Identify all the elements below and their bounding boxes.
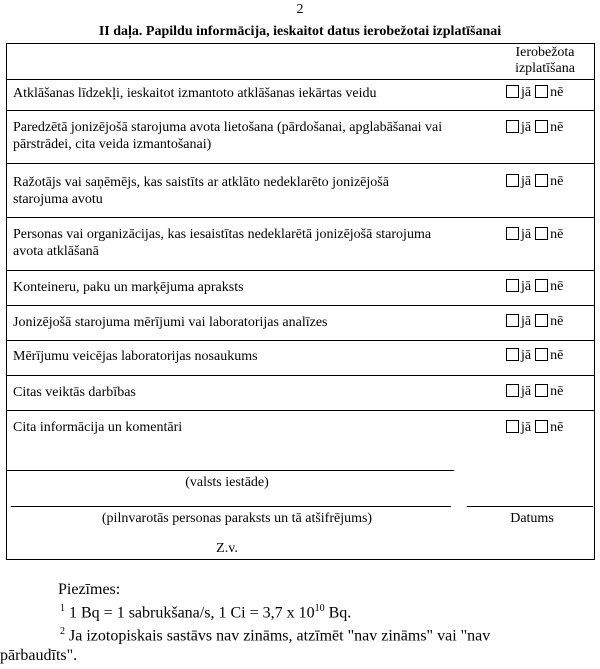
- row-divider: [7, 375, 594, 376]
- footnotes: [0, 580, 588, 665]
- row-label-persons: Personas vai organizācijas, kas iesaistītas nedeklarētā jonizējošā starojuma avota atklāšanā: [13, 227, 432, 259]
- footnote-2-continued: pārbaudīts".: [0, 646, 78, 664]
- row-checkboxes: jā nē: [506, 420, 592, 436]
- info-form-table: [6, 43, 595, 560]
- no-checkbox[interactable]: [535, 227, 548, 240]
- row-checkboxes: jā nē: [506, 227, 592, 243]
- no-checkbox[interactable]: [535, 420, 548, 433]
- yes-checkbox[interactable]: [506, 174, 519, 187]
- date-line: [467, 506, 593, 507]
- yes-checkbox[interactable]: [506, 120, 519, 133]
- yes-checkbox[interactable]: [506, 384, 519, 397]
- yes-checkbox[interactable]: [506, 227, 519, 240]
- no-checkbox[interactable]: [535, 348, 548, 361]
- yes-checkbox[interactable]: [506, 420, 519, 433]
- no-checkbox[interactable]: [535, 279, 548, 292]
- authority-caption: (valsts iestāde): [185, 475, 269, 490]
- no-checkbox[interactable]: [535, 85, 548, 98]
- yes-checkbox[interactable]: [506, 314, 519, 327]
- yes-checkbox[interactable]: [506, 348, 519, 361]
- row-checkboxes: jā nē: [506, 348, 592, 364]
- row-checkboxes: jā nē: [506, 384, 592, 400]
- authority-line: [7, 470, 454, 471]
- row-divider: [7, 79, 594, 80]
- no-checkbox[interactable]: [535, 384, 548, 397]
- row-checkboxes: jā nē: [506, 279, 592, 295]
- signature-line: [11, 506, 451, 507]
- seal-label: Z.v.: [216, 541, 238, 556]
- no-checkbox[interactable]: [535, 174, 548, 187]
- row-label-comments: Cita informācija un komentāri: [13, 420, 183, 435]
- restricted-distribution-header: Ierobežota izplatīšana: [515, 45, 575, 76]
- row-divider: [7, 163, 594, 164]
- yes-checkbox[interactable]: [506, 279, 519, 292]
- row-label-intended-use: Paredzētā jonizējošā starojuma avota lietošana (pārdošanai, apglabāšanai vai pārstrādei, cita veida izmantošanai): [13, 120, 443, 152]
- footnote-2: $^2$ Ja izotopiskais sastāvs nav zināms, atzīmēt "nav zināms" vai "nav: [60, 626, 491, 645]
- row-label-measurements: Jonizējošā starojuma mērījumi vai laboratorijas analīzes: [13, 315, 328, 330]
- row-label-other-actions: Citas veiktās darbības: [13, 385, 136, 400]
- page-number: 2: [296, 2, 304, 17]
- yes-checkbox[interactable]: [506, 85, 519, 98]
- notes-heading: Piezīmes:: [58, 581, 121, 598]
- row-label-producer: Ražotājs vai saņēmējs, kas saistīts ar atklāto nedeklarēto jonizējošā starojuma avotu: [13, 175, 389, 207]
- row-divider: [7, 217, 594, 218]
- section-title: II daļa. Papildu informācija, ieskaitot datus ierobežotai izplatīšanai: [98, 24, 502, 39]
- row-label-laboratory: Mērījumu veicējas laboratorijas nosaukums: [13, 349, 258, 364]
- signature-caption: (pilnvarotās personas paraksts un tā atšifrējums): [101, 511, 373, 526]
- row-label-containers: Konteineru, paku un marķējuma apraksts: [13, 280, 244, 295]
- row-divider: [7, 340, 594, 341]
- row-label-detection-means: Atklāšanas līdzekļi, ieskaitot izmantoto atklāšanas iekārtas veidu: [13, 86, 377, 101]
- no-checkbox[interactable]: [535, 314, 548, 327]
- row-divider: [7, 270, 594, 271]
- row-divider: [7, 410, 594, 411]
- row-checkboxes: jā nē: [506, 314, 592, 330]
- date-caption: Datums: [510, 511, 554, 526]
- row-checkboxes: jā nē: [506, 174, 592, 190]
- no-checkbox[interactable]: [535, 120, 548, 133]
- footnote-1: $^1$ 1 Bq = 1 sabrukšana/s, 1 Ci = 3,7 x $10^{10}$ Bq.: [60, 603, 352, 622]
- row-checkboxes: jā nē: [506, 85, 592, 101]
- row-divider: [7, 110, 594, 111]
- row-divider: [7, 305, 594, 306]
- row-checkboxes: jā nē: [506, 120, 592, 136]
